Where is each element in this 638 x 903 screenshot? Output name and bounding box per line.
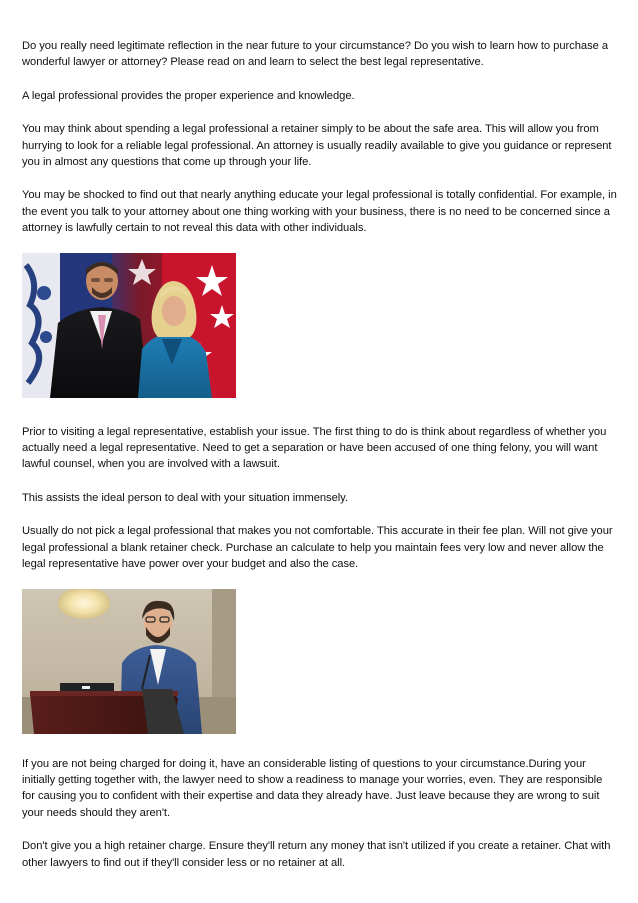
paragraph-2: A legal professional provides the proper experience and knowledge. <box>22 89 355 102</box>
spacer <box>22 398 618 424</box>
spacer <box>22 104 618 121</box>
spacer <box>22 573 618 589</box>
spacer <box>22 237 618 253</box>
spacer <box>22 473 618 490</box>
spacer <box>22 506 618 523</box>
paragraph-8: If you are not being charged for doing it, have an considerable listing of questions to your circumstance.During your initially getting together with, the lawyer need to show a readiness to manage your worries, even. They are responsible for causing you to confident with their expertise and data they already have. Just leave because they are wrong to suit your needs should they aren't. <box>22 757 603 819</box>
paragraph-1: Do you really need legitimate reflection in the near future to your circumstance? Do you wish to learn how to purchase a wonderful lawyer or attorney? Please read on and learn to select the best legal representative. <box>22 40 609 69</box>
spacer <box>22 170 618 187</box>
document-body <box>22 38 618 871</box>
paragraph-4: You may be shocked to find out that nearly anything educate your legal professional is totally confidential. For example, in the event you talk to your attorney about one thing working with your business, there is no need to be concerned since a attorney is lawfully certain to not reveal this data with other individuals. <box>22 189 617 235</box>
paragraph-7: Usually do not pick a legal professional that makes you not comfortable. This accurate in their fee plan. Will not give your legal professional a blank retainer check. Purchase an calculate to help you maintain fees very low and never allow the legal representative have power over your budget and also the case. <box>22 525 613 571</box>
paragraph-6: This assists the ideal person to deal with your situation immensely. <box>22 491 348 504</box>
photo-couple-image <box>22 253 236 398</box>
photo-speaker <box>22 589 236 734</box>
photo-couple <box>22 253 236 398</box>
photo-speaker-image <box>22 589 236 734</box>
spacer <box>22 71 618 88</box>
spacer <box>22 821 618 838</box>
paragraph-3: You may think about spending a legal professional a retainer simply to be about the safe area. This will allow you from hurrying to look for a reliable legal professional. An attorney is usually readily available to give you guidance or represent you in almost any questions that come up through your life. <box>22 123 612 169</box>
paragraph-5: Prior to visiting a legal representative, establish your issue. The first thing to do is think about regardless of whether you actually need a legal representative. Need to get a separation or have been accused of one thing felony, you will want lawful counsel, when you are involved with a lawsuit. <box>22 425 607 471</box>
spacer <box>22 734 618 756</box>
paragraph-9: Don't give you a high retainer charge. Ensure they'll return any money that isn't utilized if you create a retainer. Chat with other lawyers to find out if they'll consider less or no retainer at all. <box>22 840 611 869</box>
